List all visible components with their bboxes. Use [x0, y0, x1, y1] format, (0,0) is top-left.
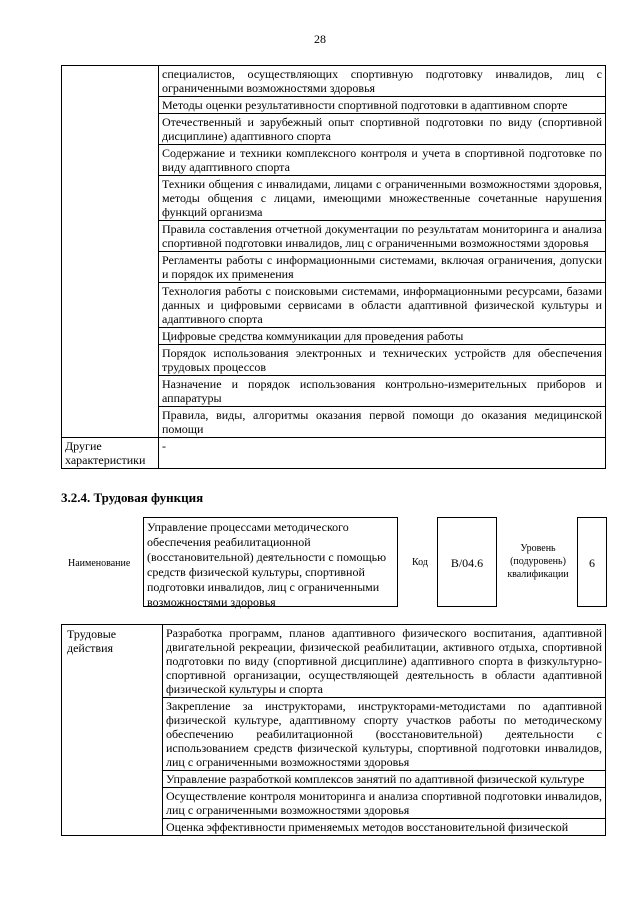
table-row [62, 66, 606, 97]
table-cell: Оценка эффективности применяемых методов восстановительной физической [163, 819, 606, 836]
table-cell: Содержание и техники комплексного контроля и учета в спортивной подготовке по виду адаптивного спорта [159, 145, 606, 176]
table-cell: Управление разработкой комплексов занятий по адаптивной физической культуре [163, 771, 606, 788]
level-box: 6 [577, 517, 607, 607]
table-cell: Методы оценки результативности спортивной подготовки в адаптивном спорте [159, 97, 606, 114]
table-cell: Закрепление за инструкторами, инструкторами-методистами по адаптивной физической культуре, адаптивному спорту участков работы по методическому обеспечению реабилитационной (восстановительной) деятельности с использованием средств физической культуры, спортивной подготовки инвалидов, лиц с ограниченными возможностями здоровья [163, 698, 606, 771]
code-box: B/04.6 [437, 517, 497, 607]
code-label: Код [412, 557, 428, 568]
table-cell: Порядок использования электронных и технических устройств для обеспечения трудовых процессов [159, 345, 606, 376]
name-label: Наименование [68, 558, 131, 569]
table-cell: Правила, виды, алгоритмы оказания первой помощи до оказания медицинской помощи [159, 407, 606, 438]
table-cell: Осуществление контроля мониторинга и анализа спортивной подготовки инвалидов, лиц с ограниченными возможностями здоровья [163, 788, 606, 819]
table-row [62, 625, 606, 698]
table-cell: Правила составления отчетной документации по результатам мониторинга и анализа спортивной подготовки инвалидов, лиц с ограниченными возможностями здоровья [159, 221, 606, 252]
knowledge-table [61, 65, 606, 469]
table-cell: специалистов, осуществляющих спортивную подготовку инвалидов, лиц с ограниченными возможностями здоровья [159, 66, 606, 97]
table-cell: Назначение и порядок использования контрольно-измерительных приборов и аппаратуры [159, 376, 606, 407]
function-name-box: Управление процессами методического обеспечения реабилитационной (восстановительной) деятельности с помощью средств физической культуры, спортивной подготовки инвалидов, лиц с ограниченными возможностями здоровья [143, 517, 398, 607]
labor-actions-label: Трудовые действия [62, 625, 163, 836]
table-cell: Отечественный и зарубежный опыт спортивной подготовки по виду (спортивной дисциплине) адаптивного спорта [159, 114, 606, 145]
other-characteristics-value: - [159, 438, 606, 469]
table-cell: Технология работы с поисковыми системами, информационными ресурсами, базами данных и цифровыми сервисами в области адаптивной физической культуры и адаптивного спорта [159, 283, 606, 328]
table-cell: Разработка программ, планов адаптивного физического воспитания, адаптивной двигательной рекреации, физической реабилитации, активного отдыха, спортивной подготовки по виду (спортивной дисциплине) адаптивного спорта в физкультурно-спортивной организации, осуществляющей деятельность в области адаптивной физической культуры и спорта [163, 625, 606, 698]
table-cell: Техники общения с инвалидами, лицами с ограниченными возможностями здоровья, методы общения с лицами, имеющими множественные сочетанные нарушения функций организма [159, 176, 606, 221]
section-heading: 3.2.4. Трудовая функция [61, 490, 204, 505]
other-characteristics-label: Другие характеристики [62, 438, 159, 469]
table-cell: Регламенты работы с информационными системами, включая ограничения, допуски и порядок их применения [159, 252, 606, 283]
page-number: 28 [314, 32, 326, 46]
table-label-cell [62, 66, 159, 438]
level-label: Уровень (подуровень) квалификации [507, 543, 569, 580]
table-row [62, 438, 606, 469]
labor-actions-table [61, 624, 606, 836]
table-cell: Цифровые средства коммуникации для проведения работы [159, 328, 606, 345]
